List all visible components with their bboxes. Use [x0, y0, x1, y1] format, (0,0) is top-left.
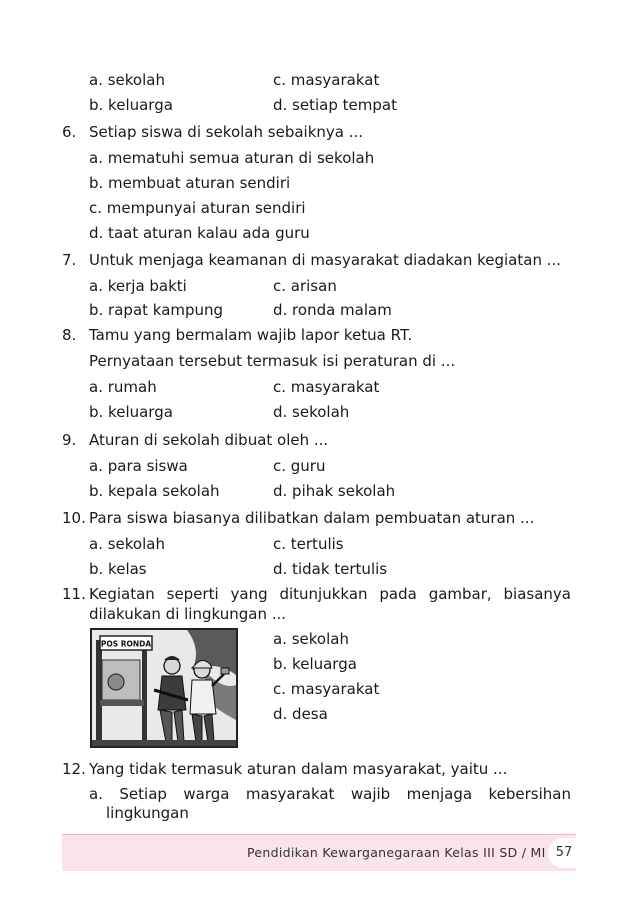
- option: a. mematuhi semua aturan di sekolah: [89, 149, 375, 167]
- question-text-continued: Pernyataan tersebut termasuk isi peraturan di ...: [89, 352, 456, 370]
- option: b. rapat kampung: [89, 301, 224, 319]
- question-text: Yang tidak termasuk aturan dalam masyarakat, yaitu ...: [89, 760, 508, 778]
- option-continued: lingkungan: [106, 804, 189, 822]
- option: b. kelas: [89, 560, 147, 578]
- question-number: 11.: [62, 585, 86, 603]
- option: a. rumah: [89, 378, 157, 396]
- question-text: Aturan di sekolah dibuat oleh ...: [89, 431, 329, 449]
- question-number: 7.: [62, 251, 77, 269]
- option: a. Setiap warga masyarakat wajib menjaga kebersihan: [89, 785, 571, 803]
- option: c. masyarakat: [273, 71, 380, 89]
- post-sign-text: POS RONDA: [100, 639, 152, 649]
- page-number: 57: [548, 838, 580, 868]
- option: c. masyarakat: [273, 680, 380, 698]
- option: d. desa: [273, 705, 328, 723]
- option: c. masyarakat: [273, 378, 380, 396]
- option: a. sekolah: [273, 630, 349, 648]
- option: b. keluarga: [89, 96, 173, 114]
- option: d. pihak sekolah: [273, 482, 396, 500]
- question-text: Para siswa biasanya dilibatkan dalam pembuatan aturan ...: [89, 509, 535, 527]
- option: d. tidak tertulis: [273, 560, 388, 578]
- question-number: 6.: [62, 123, 77, 141]
- option: c. mempunyai aturan sendiri: [89, 199, 306, 217]
- option: d. ronda malam: [273, 301, 392, 319]
- question-text: Untuk menjaga keamanan di masyarakat diadakan kegiatan ...: [89, 251, 562, 269]
- option: d. sekolah: [273, 403, 350, 421]
- question-number: 10.: [62, 509, 86, 527]
- night-patrol-illustration: [90, 628, 238, 748]
- option: d. setiap tempat: [273, 96, 397, 114]
- option: d. taat aturan kalau ada guru: [89, 224, 310, 242]
- option: b. keluarga: [89, 403, 173, 421]
- question-number: 12.: [62, 760, 86, 778]
- question-text: Tamu yang bermalam wajib lapor ketua RT.: [89, 326, 413, 344]
- option: a. para siswa: [89, 457, 188, 475]
- option: c. arisan: [273, 277, 337, 295]
- question-text-continued: dilakukan di lingkungan ...: [89, 605, 287, 623]
- question-number: 8.: [62, 326, 77, 344]
- question-text: Kegiatan seperti yang ditunjukkan pada gambar, biasanya: [89, 585, 571, 603]
- option: a. kerja bakti: [89, 277, 187, 295]
- option: c. guru: [273, 457, 326, 475]
- question-number: 9.: [62, 431, 77, 449]
- option: a. sekolah: [89, 71, 165, 89]
- option: b. kepala sekolah: [89, 482, 220, 500]
- option: b. membuat aturan sendiri: [89, 174, 291, 192]
- book-title: Pendidikan Kewarganegaraan Kelas III SD / MI: [247, 845, 546, 860]
- option: c. tertulis: [273, 535, 344, 553]
- option: a. sekolah: [89, 535, 165, 553]
- question-text: Setiap siswa di sekolah sebaiknya ...: [89, 123, 364, 141]
- option: b. keluarga: [273, 655, 357, 673]
